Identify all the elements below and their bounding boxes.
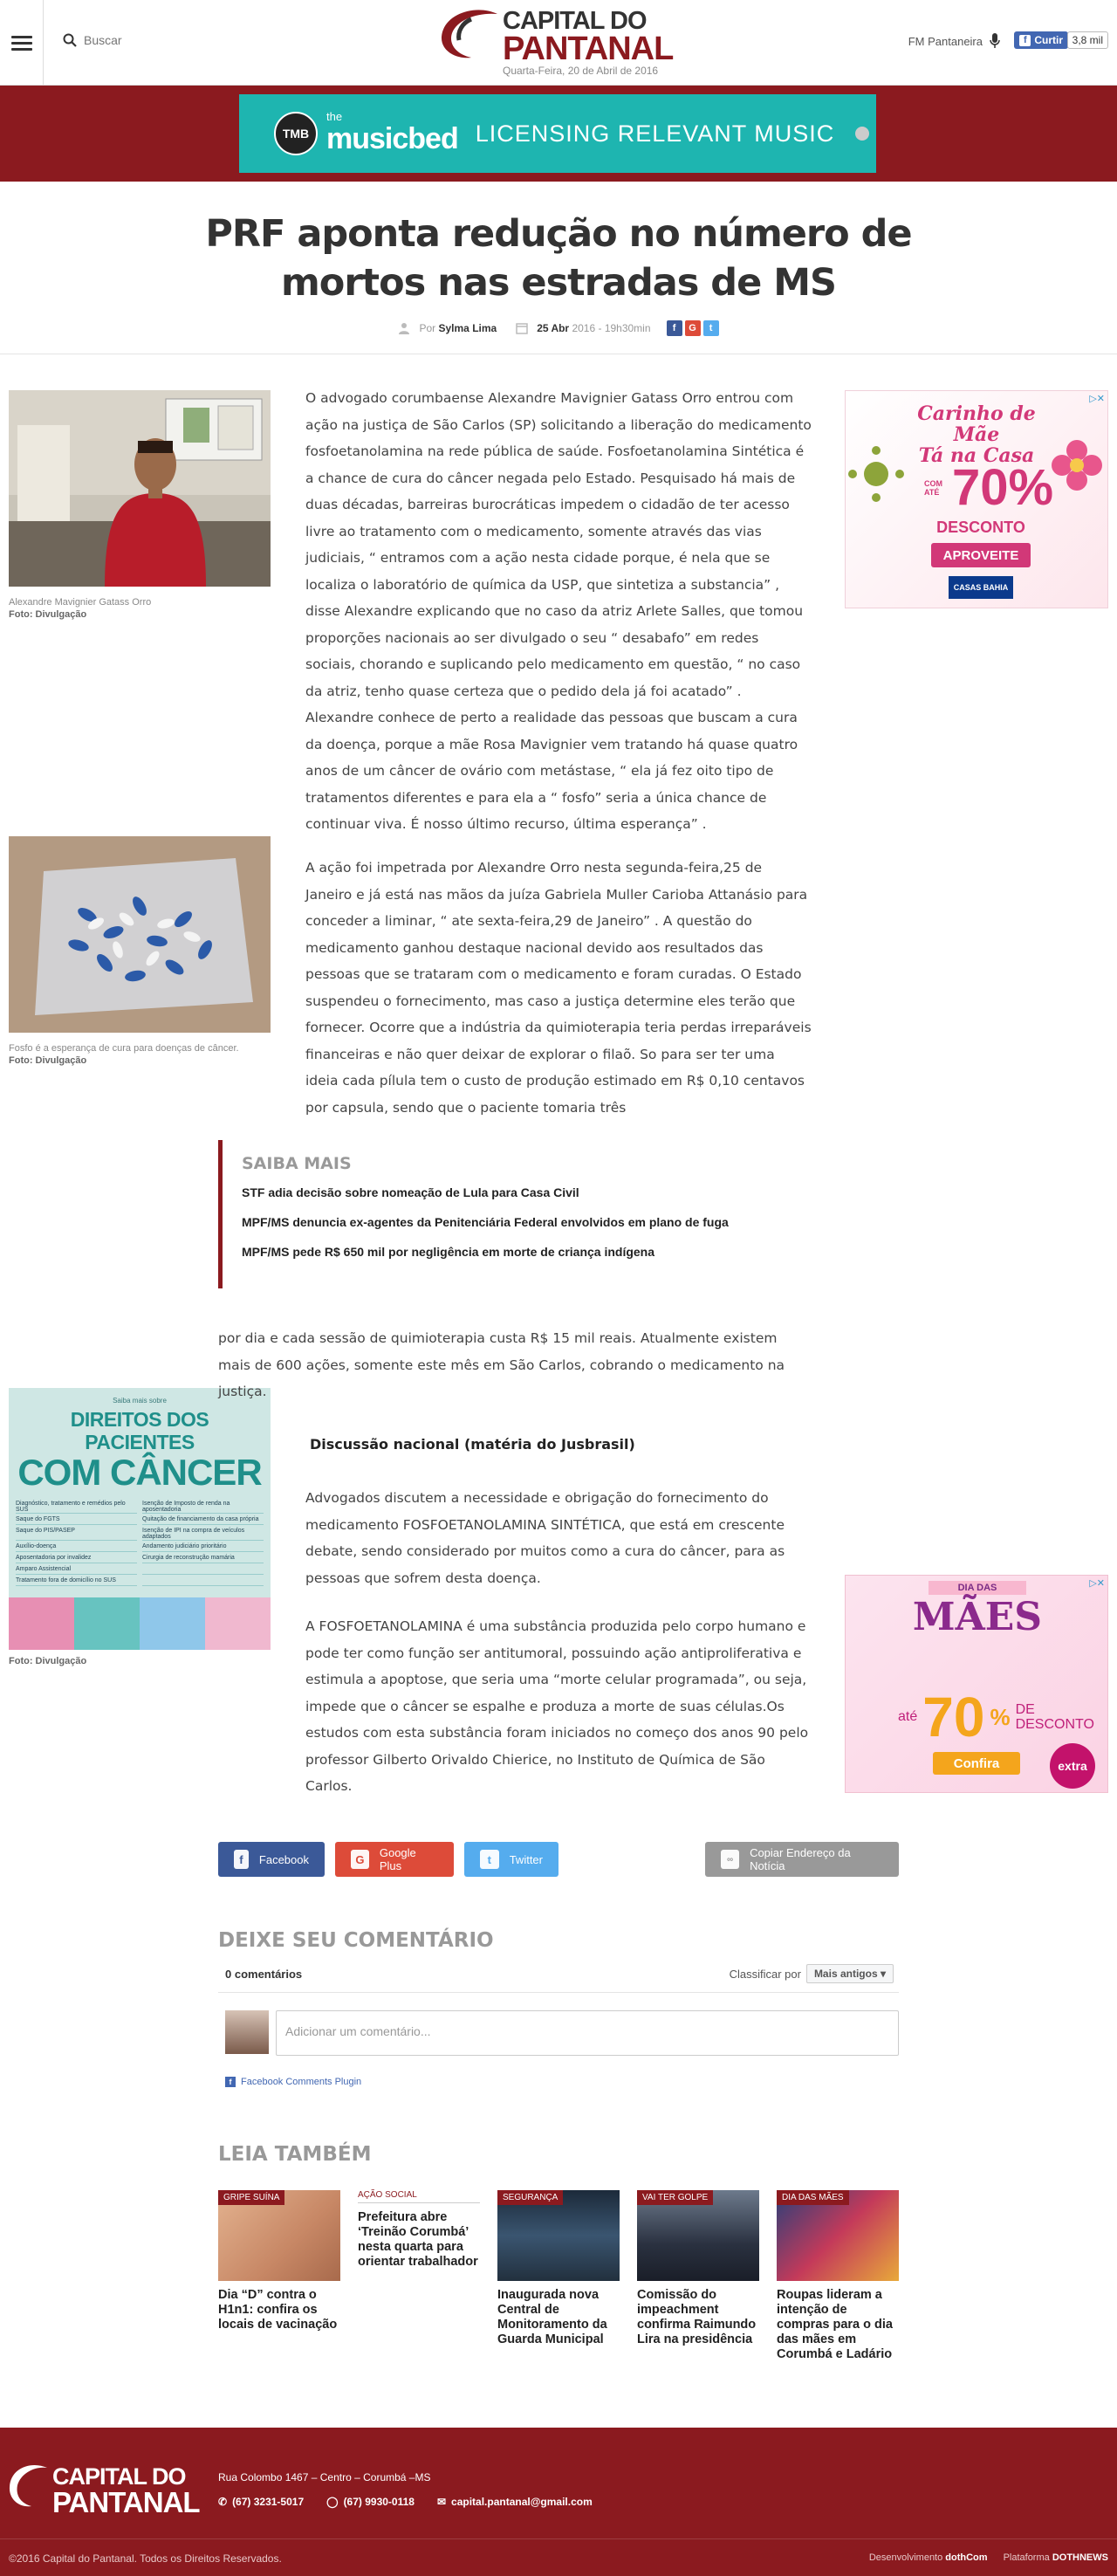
related-tag[interactable]: GRIPE SUÍNA — [218, 2190, 284, 2205]
flower-icon — [1046, 435, 1107, 496]
like-count: 3,8 mil — [1067, 31, 1108, 49]
side-ad-extra[interactable] — [845, 1575, 1108, 1793]
facebook-like-button[interactable] — [1014, 31, 1068, 49]
share-twitter-button[interactable] — [464, 1842, 558, 1877]
paragraph-text: por dia e cada sessão de quimioterapia custa R$ 15 mil reais. Atualmente existem mais de 600 ações, somente este mês em São Carlos, cobrando o medicamento na justiça. — [218, 1330, 785, 1399]
footer-divider — [0, 2538, 1117, 2539]
ad1-headline — [898, 403, 1055, 466]
facebook-icon: f — [225, 2077, 236, 2087]
share-bar — [218, 1842, 899, 1877]
related-card[interactable] — [777, 2190, 899, 2362]
logo-swoosh-icon — [436, 7, 506, 61]
ad2-suffix-line2: DESCONTO — [1015, 1717, 1094, 1732]
copy-link-button[interactable] — [705, 1842, 899, 1877]
poster-ribbons — [9, 1597, 271, 1650]
ad1-percent: 70% — [952, 459, 1054, 516]
poster-item: Andamento judiciário prioritário — [142, 1543, 264, 1552]
comment-composer — [218, 2010, 899, 2056]
article-meta — [0, 320, 1117, 336]
twitter-icon[interactable]: t — [703, 320, 719, 336]
hamburger-icon — [11, 32, 32, 54]
ad2-suffix — [1016, 1702, 1094, 1732]
search-box — [63, 33, 241, 47]
meta-share-icons — [667, 320, 719, 336]
related-thumbnail[interactable] — [218, 2190, 340, 2281]
dev-credit[interactable] — [869, 2552, 988, 2563]
related-card[interactable] — [637, 2190, 759, 2362]
logo-line2: PANTANAL — [503, 31, 674, 67]
photo-credit: Foto: Divulgação — [9, 1656, 87, 1666]
saiba-mais-title: SAIBA MAIS — [242, 1154, 352, 1173]
footer-copyright: ©2016 Capital do Pantanal. Todos os Direitos Reservados. — [9, 2552, 282, 2565]
ad-choices-icon[interactable] — [855, 127, 869, 141]
sort-value: Mais antigos — [813, 1968, 878, 1980]
facebook-icon: f — [1019, 35, 1031, 46]
related-title-text[interactable]: Inaugurada nova Central de Monitoramento da Guarda Municipal — [497, 2288, 607, 2346]
ad1-line1: Carinho de Mãe — [917, 402, 1036, 446]
ad2-brand-logo: extra — [1050, 1743, 1095, 1789]
article-subheading: Discussão nacional (matéria do Jusbrasil) — [310, 1436, 635, 1453]
whatsapp-icon: ◯ — [326, 2496, 339, 2508]
comments-count: 0 comentários — [225, 1967, 303, 1981]
logo-line1: CAPITAL DO — [503, 7, 647, 35]
ad1-offer — [924, 459, 1054, 516]
related-thumbnail[interactable] — [637, 2190, 759, 2281]
poster-item: Auxílio-doença — [16, 1543, 137, 1552]
header-date: Quarta-Feira, 20 de Abril de 2016 — [503, 65, 659, 77]
share-label: Google Plus — [379, 1846, 416, 1872]
related-title-text[interactable]: Dia “D” contra o H1n1: confira os locais de vacinação — [218, 2288, 338, 2332]
side-ad-casas-bahia[interactable] — [845, 390, 1108, 608]
twitter-icon: t — [480, 1850, 499, 1869]
musicbed-monogram: TMB — [274, 112, 318, 155]
related-title-text[interactable]: Roupas lideram a intenção de compras para o dia das mães em Corumbá e Ladário — [777, 2288, 893, 2361]
ad1-brand-logo: CASAS BAHIA — [949, 576, 1013, 599]
poster-item: Saque do PIS/PASEP — [16, 1528, 137, 1541]
footer-address: Rua Colombo 1467 – Centro – Corumbá –MS — [218, 2471, 431, 2483]
comments-section — [218, 1929, 899, 2087]
article-paragraph-5 — [305, 1613, 812, 1800]
related-thumbnail[interactable] — [497, 2190, 620, 2281]
search-icon[interactable] — [63, 33, 77, 47]
ad1-line2: Tá na Casa — [918, 444, 1035, 467]
platform-brand: DOTHNEWS — [1052, 2552, 1108, 2563]
dev-label: Desenvolvimento — [868, 2552, 943, 2563]
ad1-prefix: COM ATÉ — [924, 479, 942, 497]
poster-title-2: COM CÂNCER — [17, 1452, 262, 1493]
musicbed-brand-small: the — [326, 109, 343, 123]
related-title-text[interactable]: Prefeitura abre ‘Treinão Corumbá’ nesta quarta para orientar trabalhador — [358, 2210, 478, 2269]
related-title-text[interactable]: Comissão do impeachment confirma Raimundo Lira na presidência — [637, 2288, 757, 2346]
author-name[interactable]: Sylma Lima — [438, 322, 497, 334]
musicbed-brand-name: musicbed — [326, 121, 458, 155]
footer-logo-swoosh-icon — [9, 2463, 49, 2510]
related-card[interactable] — [497, 2190, 620, 2362]
dev-brand: dothCom — [945, 2552, 988, 2563]
article-paragraph-2 — [305, 855, 812, 1121]
poster-patient-rights[interactable] — [9, 1388, 271, 1650]
footer-contacts — [218, 2496, 593, 2508]
user-icon — [398, 322, 410, 334]
poster-item: Amparo Assistencial — [16, 1566, 137, 1575]
google-plus-icon[interactable]: G — [685, 320, 701, 336]
poster-item: Tratamento fora de domicílio no SUS — [16, 1577, 137, 1586]
menu-button[interactable] — [0, 0, 44, 86]
poster-title-1: DIREITOS DOS PACIENTES — [70, 1408, 209, 1453]
google-plus-icon: G — [351, 1850, 369, 1869]
related-thumbnail[interactable] — [777, 2190, 899, 2281]
footer-logo-line2: PANTANAL — [52, 2485, 200, 2518]
article-paragraph-4 — [305, 1485, 812, 1591]
footer-credits — [869, 2552, 1108, 2563]
musicbed-brand — [326, 109, 458, 156]
comments-title: DEIXE SEU COMENTÁRIO — [218, 1929, 494, 1952]
link-icon: ∞ — [721, 1850, 739, 1869]
poster-item: Saque do FGTS — [16, 1516, 137, 1525]
calendar-icon — [516, 322, 528, 334]
chevron-down-icon: ▾ — [880, 1968, 886, 1980]
ad-choices-icon[interactable]: ▷✕ — [1089, 394, 1105, 404]
phone-text: (67) 3231-5017 — [232, 2496, 305, 2508]
footer-whatsapp[interactable] — [326, 2496, 415, 2508]
radio-label: FM Pantaneira — [908, 34, 983, 48]
poster-item: Aposentadoria por invalidez — [16, 1555, 137, 1563]
facebook-comments-plugin-link[interactable] — [218, 2077, 899, 2087]
email-text: capital.pantanal@gmail.com — [451, 2496, 593, 2508]
paragraph-text: A FOSFOETANOLAMINA é uma substância produzida pelo corpo humano e pode ter como função ser antitumoral, possuindo ação antiproliferativa e estimula a apoptose, que seria uma “morte celular programada”, ou seja, impede que o câncer se espalhe e produza a morte de suas células.Os estudos com esta substância foram iniciados no começo dos anos 90 pelo professor Gilberto Orivaldo Chierice, no Instituto de Química de São Carlos. — [305, 1618, 809, 1794]
share-google-button[interactable] — [335, 1842, 454, 1877]
ad-choices-icon[interactable]: ▷✕ — [1089, 1578, 1105, 1589]
ad2-top: DIA DAS — [929, 1581, 1026, 1595]
author-prefix: Por — [419, 322, 436, 334]
figure-poster — [9, 1388, 271, 1667]
paragraph-text: O advogado corumbaense Alexandre Mavignier Gatass Orro entrou com ação na justiça de São Carlos (SP) solicitando a liberação do medicamento fosfoetanolamina na rede pública de saúde. Fosfoetanolamina Sintética é a chance de cura do câncer negada pelo Estado. Pesquisado há mais de duas décadas, barreiras burocráticas impedem o cidadão de ter acesso livre ao tratamento com o medicamento, somente através das vias judiciais, “ entramos com a ação nesta cidade porque, é nela que se localiza o laboratório de química da USP, que sintetiza a substancia” , disse Alexandre explicando que no caso da atriz Arlete Salles, que tomou proporções nacionais ao ser divulgado o seu “ desabafo” em redes sociais, chorando e suplicando pelo medicamento em questão, “ no caso da atriz, tenho quase certeza que o pedido dela já foi acatado” . Alexandre conhece de perto a realidade das pessoas que buscam a cura da doença, porque a mãe Rosa Mavignier vem tratando há quase quatro anos de um câncer de ovário com metástase, “ ela já fez oito tipo de tratamentos diferentes e para ela a “ fosfo” seria a única chance de continuar viva. É nosso último recurso, última esperança” . — [305, 390, 812, 832]
related-section — [218, 2143, 899, 2362]
figure-portrait — [9, 390, 271, 621]
ad2-headline: MÃES — [912, 1595, 1043, 1639]
related-card[interactable] — [358, 2190, 480, 2362]
related-tag[interactable]: SEGURANÇA — [497, 2190, 563, 2205]
musicbed-ad[interactable] — [239, 94, 876, 173]
microphone-icon — [990, 33, 1000, 49]
poster-item — [142, 1566, 264, 1575]
poster-item — [142, 1577, 264, 1586]
ad1-cta-button[interactable]: APROVEITE — [931, 543, 1031, 567]
comments-sort — [730, 1964, 894, 1983]
like-label: Curtir — [1034, 34, 1063, 46]
caption-text: Fosfo é a esperança de cura para doenças de câncer. — [9, 1043, 239, 1054]
related-cards — [218, 2190, 899, 2362]
ad2-suffix-line1: DE — [1015, 1702, 1035, 1717]
comments-bar — [218, 1964, 899, 1993]
footer-logo[interactable] — [52, 2463, 200, 2518]
sort-label: Classificar por — [729, 1967, 801, 1981]
plugin-label: Facebook Comments Plugin — [241, 2077, 362, 2087]
figure-caption — [9, 1042, 271, 1067]
poster-item: Cirurgia de reconstrução mamária — [142, 1555, 264, 1563]
comment-input[interactable]: Adicionar um comentário... — [276, 2010, 899, 2056]
facebook-icon[interactable]: f — [667, 320, 682, 336]
footer-phone[interactable] — [218, 2496, 304, 2508]
article-date: 25 Abr — [537, 322, 570, 334]
caption-text: Alexandre Mavignier Gatass Orro — [9, 597, 152, 608]
site-header — [0, 0, 1117, 86]
share-label: Twitter — [509, 1852, 543, 1866]
ad2-unit: % — [990, 1703, 1011, 1730]
related-tag[interactable]: AÇÃO SOCIAL — [358, 2190, 480, 2203]
radio-link[interactable] — [908, 33, 1000, 49]
figure-caption — [9, 1655, 271, 1667]
mail-icon: ✉ — [436, 2496, 447, 2508]
related-tag[interactable]: VAI TER GOLPE — [637, 2190, 713, 2205]
photo-credit: Foto: Divulgação — [9, 1055, 87, 1066]
photo-capsules-bag[interactable] — [9, 836, 271, 1033]
whatsapp-text: (67) 9930-0118 — [343, 2496, 415, 2508]
share-facebook-button[interactable] — [218, 1842, 325, 1877]
sort-select[interactable] — [806, 1964, 894, 1983]
share-label: Facebook — [258, 1852, 309, 1866]
ad2-offer — [898, 1686, 1094, 1748]
site-logo[interactable] — [436, 7, 681, 79]
poster-item: Isenção de Imposto de renda na aposentadoria — [142, 1501, 264, 1514]
article-paragraph-3 — [218, 1325, 812, 1405]
figure-capsules — [9, 836, 271, 1067]
top-ad-band — [0, 86, 1117, 182]
saiba-mais-box — [218, 1140, 812, 1288]
photo-man-in-office[interactable] — [9, 390, 271, 587]
musicbed-tagline: LICENSING RELEVANT MUSIC — [475, 120, 835, 147]
ad2-prefix: até — [898, 1709, 918, 1724]
platform-label: Plataforma — [1003, 2552, 1050, 2563]
phone-icon: ✆ — [218, 2496, 228, 2508]
related-title: LEIA TAMBÉM — [218, 2143, 372, 2166]
poster-top: Saiba mais sobre — [113, 1397, 167, 1405]
saiba-mais-link[interactable]: STF adia decisão sobre nomeação de Lula para Casa Civil — [242, 1185, 579, 1199]
related-card[interactable] — [218, 2190, 340, 2362]
search-input[interactable] — [84, 33, 241, 47]
related-tag[interactable]: DIA DAS MÃES — [777, 2190, 849, 2205]
footer-logo-line1: CAPITAL DO — [52, 2463, 186, 2490]
saiba-mais-link[interactable]: MPF/MS denuncia ex-agentes da Penitenciária Federal envolvidos em plano de fuga — [242, 1215, 729, 1229]
photo-credit: Foto: Divulgação — [9, 609, 87, 620]
article-time: 2016 - 19h30min — [572, 322, 651, 334]
poster-item: Diagnóstico, tratamento e remédios pelo SUS — [16, 1501, 137, 1514]
facebook-icon: f — [234, 1850, 249, 1869]
article-paragraph-1 — [305, 385, 812, 838]
ad1-label: DESCONTO — [936, 519, 1025, 536]
platform-credit[interactable] — [1004, 2552, 1108, 2563]
poster-item: Isenção de IPI na compra de veículos adaptados — [142, 1528, 264, 1541]
footer-email[interactable] — [437, 2496, 593, 2508]
ad2-cta-button[interactable]: Confira — [933, 1752, 1020, 1775]
site-footer — [0, 2428, 1117, 2576]
avatar — [225, 2010, 269, 2054]
article-title: PRF aponta redução no número de mortos nas estradas de MS — [205, 212, 912, 305]
poster-items — [16, 1501, 264, 1586]
ad2-number: 70 — [922, 1686, 985, 1748]
logo-text — [503, 9, 673, 65]
paragraph-text: Advogados discutem a necessidade e obrigação do fornecimento do medicamento FOSFOETANOLAMINA SINTÉTICA, que está em crescente debate, sendo considerado por muitos como a cura do câncer, para as pessoas que sofrem desta doença. — [305, 1490, 785, 1586]
paragraph-text: A ação foi impetrada por Alexandre Orro nesta segunda-feira,25 de Janeiro e já está nas mãos da juíza Gabriela Muller Carioba Attanásio para conceder a liminar, “ ate sexta-feira,29 de Janeiro” . A questão do medicamento ganhou destaque nacional devido aos resultados das pessoas que se trataram com o medicamento e foram curadas. O Estado suspendeu o fornecimento, mas caso a justiça determine eles terão que fornecer. Ocorre que a indústria da quimioterapia teria perdas irreparáveis financeiras e não quer deixar de explorar o filaõ. So para ser ter uma ideia cada pílula tem o custo de produção estimado em R$ 0,10 centavos por capsula, sendo que o paciente tomaria três — [305, 860, 812, 1116]
figure-caption — [9, 596, 271, 621]
share-label: Copiar Endereço da Notícia — [750, 1846, 851, 1872]
saiba-mais-link[interactable]: MPF/MS pede R$ 650 mil por negligência em morte de criança indígena — [242, 1245, 655, 1259]
poster-item: Quitação de financiamento da casa própria — [142, 1516, 264, 1525]
